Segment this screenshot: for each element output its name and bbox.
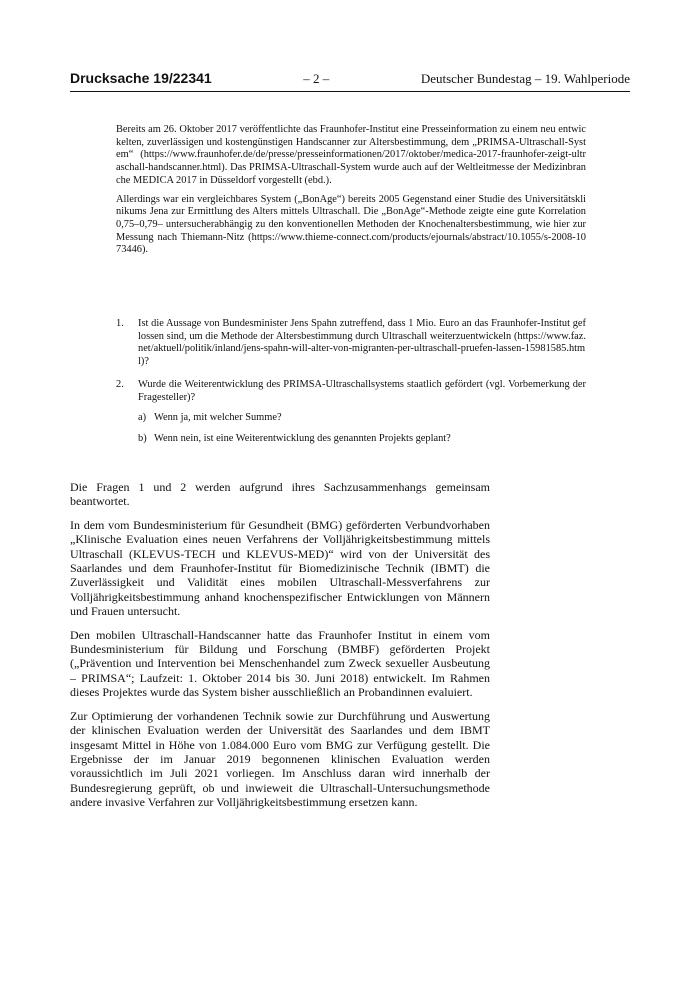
page-header <box>70 70 630 88</box>
question-2a-label: a) <box>138 412 147 424</box>
doc-number: 22341 <box>172 70 212 86</box>
preliminary-remark <box>116 124 586 263</box>
answer-paragraph-3: Den mobilen Ultraschall-Handscanner hatte das Fraunhofer Institut in einem vom Bundesministerium für Bildung und Forschung (BMBF) geförderten Projekt („Prävention und Intervention bei Menschenhandel zum Zweck sexueller Ausbeutung – PRIMSA“; Laufzeit: 1. Oktober 2014 bis 30. Juni 2018) entwickelt. Im Rahmen dieses Projektes wurde das System bisher ausschließlich an Probandinnen evaluiert. <box>70 627 490 700</box>
page-number: – 2 – <box>303 71 330 86</box>
doc-number-prefix: 19/ <box>153 70 173 86</box>
document-number <box>70 70 212 86</box>
preliminary-paragraph-1: Bereits am 26. Oktober 2017 veröffentlichte das Fraunhofer-Institut eine Presseinformation zu einem neu entwickelten, zuverlässigen und kostengünstigen Handscanner zur Altersbestimmung, dem „PRIMSA-Ultraschall-System“ (https://www.fraunhofer.de/de/presse/presseinformationen/2017/oktober/medica-2017-fraunhofer-zeigt-ultraschall-handscanner.html). Das PRIMSA-Ultraschall-System wurde auch auf der Weltleitmesse der Medizinbranche MEDICA 2017 in Düsseldorf vorgestellt (ebd.). <box>116 124 586 186</box>
question-2a-text: Wenn ja, mit welcher Summe? <box>154 412 282 424</box>
question-1-text: Ist die Aussage von Bundesminister Jens Spahn zutreffend, dass 1 Mio. Euro an das Fraunhofer-Institut geflossen sind, um die Methode der Altersbestimmung durch Ultraschall weiterzuentwickeln (https://www.faz.net/aktuell/politik/inland/jens-spahn-will-alter-von-migranten-per-ultraschall-pruefen-lassen-15981585.html)? <box>138 318 586 368</box>
questions <box>116 318 586 456</box>
question-2-text: Wurde die Weiterentwicklung des PRIMSA-Ultraschallsystems staatlich gefördert (vgl. Vorbemerkung der Fragesteller)? <box>138 378 586 403</box>
header-rule <box>70 91 630 92</box>
answer <box>70 480 490 819</box>
publisher: Deutscher Bundestag – 19. Wahlperiode <box>420 71 630 86</box>
question-1-number: 1. <box>116 318 124 329</box>
question-2a <box>138 412 586 425</box>
answer-paragraph-2: In dem vom Bundesministerium für Gesundheit (BMG) geförderten Verbundvorhaben „Klinische Evaluation eines neuen Verfahrens der Volljährigkeitsbestimmung mittels Ultraschall (KLEVUS-TECH und KLEVUS-MED)“ wird von der Universität des Saarlandes und dem Fraunhofer-Institut für Biomedizinische Technik (IBMT) die Zuverlässigkeit und Validität eines mobilen Ultraschall-Messverfahrens zur Volljährigkeitsbestimmung anhand knochenspezifischer Entwicklungen von Männern und Frauen untersucht. <box>70 517 490 619</box>
question-2-number: 2. <box>116 378 124 390</box>
doc-label: Drucksache <box>70 70 150 86</box>
question-1 <box>116 318 586 369</box>
question-2b-label: b) <box>138 432 147 444</box>
question-2b <box>138 433 586 446</box>
question-2 <box>116 379 586 446</box>
answer-paragraph-4: Zur Optimierung der vorhandenen Technik sowie zur Durchführung und Auswertung der klinischen Evaluation werden der Universität des Saarlandes und dem IBMT insgesamt Mittel in Höhe von 1.084.000 Euro vom BMG zur Verfügung gestellt. Die Ergebnisse der im Januar 2019 begonnenen klinischen Evaluation werden voraussichtlich im Juli 2021 vorliegen. Im Anschluss daran wird innerhalb der Bundesregierung geprüft, ob und inwieweit die Ultraschall-Untersuchungsmethode andere invasive Verfahren zur Volljährigkeitsbestimmung ersetzen kann. <box>70 708 490 810</box>
answer-paragraph-1: Die Fragen 1 und 2 werden aufgrund ihres Sachzusammenhangs gemeinsam beantwortet. <box>70 480 490 509</box>
preliminary-paragraph-2: Allerdings war ein vergleichbares System („BonAge“) bereits 2005 Gegenstand einer Studie des Universitätsklinikums Jena zur Ermittlung des Alters mittels Ultraschall. Die „BonAge“-Methode zeigte eine gute Korrelation 0,75–0,79– untersucherabhängig zu den konventionellen Methoden der Knochenaltersbestimmung, wie hier zur Messung nach Thiemann-Nitz (https://www.thieme-connect.com/products/ejournals/abstract/10.1055/s-2008-1073446). <box>116 193 586 256</box>
question-2b-text: Wenn nein, ist eine Weiterentwicklung des genannten Projekts geplant? <box>154 432 451 444</box>
